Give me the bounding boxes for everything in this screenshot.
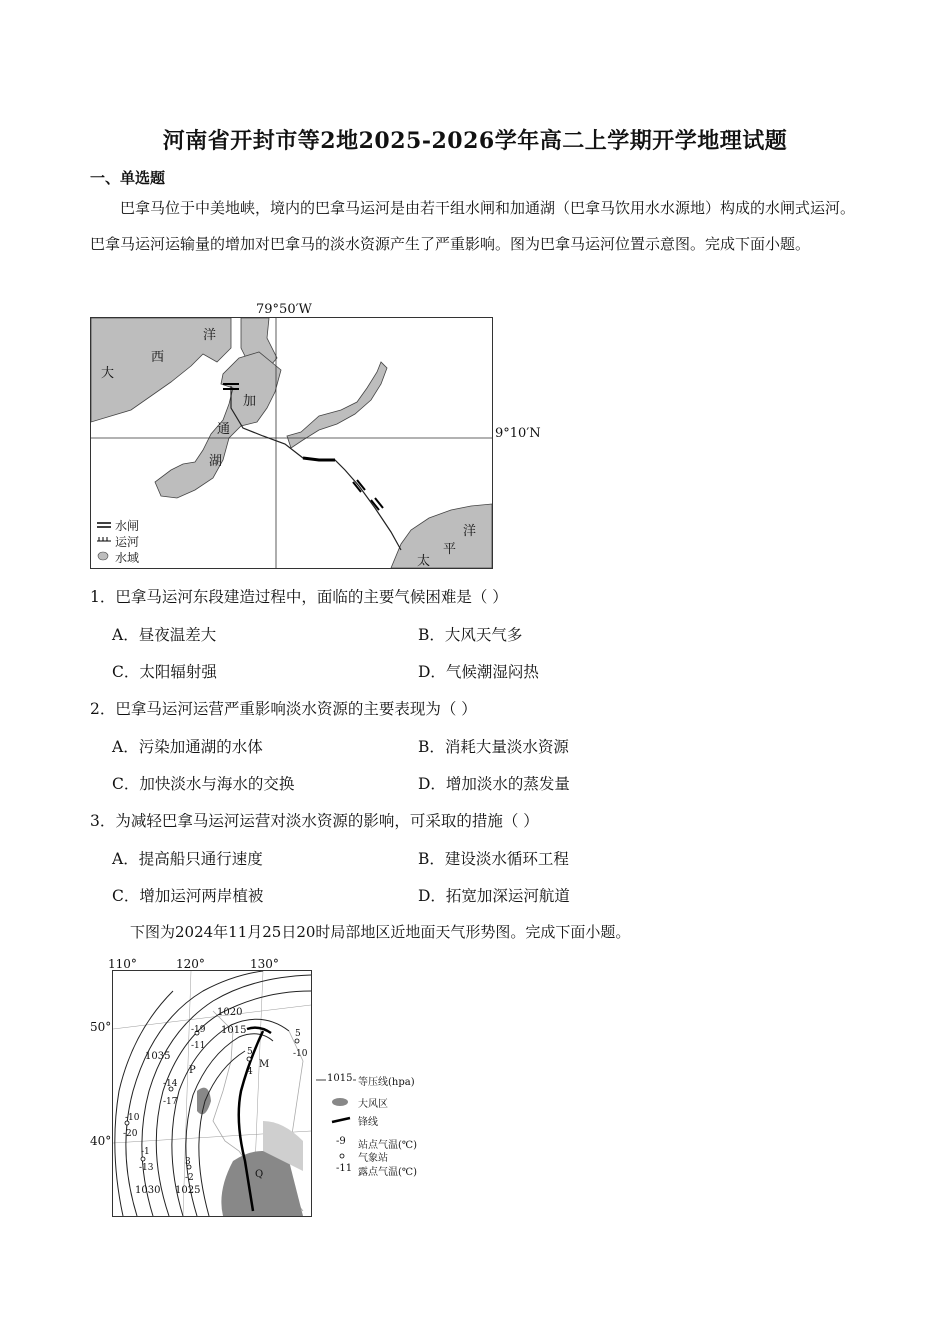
page-title: 河南省开封市等2地2025-2026学年高二上学期开学地理试题 bbox=[162, 128, 788, 154]
legend-front: 锋线 bbox=[358, 1117, 378, 1128]
map1-longitude-label: 79°50′W bbox=[256, 302, 312, 317]
station-value-12: -13 bbox=[139, 1163, 154, 1173]
station-value-14: -2 bbox=[185, 1173, 194, 1183]
label-xi: 西 bbox=[151, 350, 165, 365]
intro-paragraph-1: 巴拿马位于中美地峡，境内的巴拿马运河是由若干组水闸和加通湖（巴拿马饮用水水源地）构成的水闸式运河。巴拿马运河运输量的增加对巴拿马的淡水资源产生了严重影响。图为巴拿马运河位置示意图。完成下面小题。 bbox=[90, 199, 856, 253]
legend-dew-sample: -11 bbox=[336, 1163, 353, 1174]
station-value-10: -20 bbox=[123, 1129, 138, 1139]
label-yang-pacific: 洋 bbox=[463, 524, 477, 539]
lat-40: 40° bbox=[90, 1134, 112, 1148]
isobar-1020: 1020 bbox=[217, 1007, 243, 1018]
chagres-river bbox=[287, 362, 387, 448]
q2-option-d: D．增加淡水的蒸发量 bbox=[418, 775, 570, 793]
q1-option-d: D．气候潮湿闷热 bbox=[418, 663, 539, 681]
question-3-stem: 3．为减轻巴拿马运河运营对淡水资源的影响，可采取的措施（ ） bbox=[90, 812, 539, 830]
q2-option-c: C．加快淡水与海水的交换 bbox=[112, 775, 295, 793]
q3-option-b: B．建设淡水循环工程 bbox=[418, 850, 569, 868]
point-q: Q bbox=[255, 1169, 264, 1180]
q3-option-c: C．增加运河两岸植被 bbox=[112, 887, 264, 905]
legend-canal: 运河 bbox=[115, 535, 140, 549]
station-value-4: 4 bbox=[247, 1067, 253, 1077]
q2-option-b: B．消耗大量淡水资源 bbox=[418, 738, 569, 756]
lon-130: 130° bbox=[250, 957, 279, 971]
question-1-stem: 1．巴拿马运河东段建造过程中，面临的主要气候困难是（ ） bbox=[90, 588, 508, 606]
station-value-5: 5 bbox=[295, 1029, 301, 1039]
legend-isobar-value: 1015 bbox=[327, 1073, 353, 1084]
station-value-8: -17 bbox=[163, 1097, 178, 1107]
isobar-1035: 1035 bbox=[145, 1051, 171, 1062]
label-ping: 平 bbox=[443, 542, 457, 557]
panama-canal-map bbox=[90, 317, 493, 569]
isobar-1030: 1030 bbox=[135, 1185, 161, 1196]
station-value-3: 5 bbox=[247, 1047, 253, 1057]
q1-option-b: B．大风天气多 bbox=[418, 626, 523, 644]
point-m: M bbox=[259, 1059, 270, 1070]
map1-latitude-label: 9°10′N bbox=[495, 426, 541, 441]
label-da: 大 bbox=[101, 366, 115, 381]
station-value-1: -19 bbox=[191, 1025, 206, 1035]
station-value-9: -10 bbox=[125, 1113, 140, 1123]
label-tong: 通 bbox=[217, 422, 231, 437]
legend-isobar: 等压线(hpa) bbox=[358, 1077, 415, 1088]
q1-option-c: C．太阳辐射强 bbox=[112, 663, 217, 681]
station-value-13: 3 bbox=[185, 1157, 191, 1167]
legend-water: 水域 bbox=[115, 551, 140, 565]
lon-110: 110° bbox=[108, 957, 137, 971]
legend-temp: 站点气温(℃) bbox=[358, 1140, 417, 1151]
q1-option-a: A．昼夜温差大 bbox=[112, 626, 217, 644]
q3-option-a: A．提高船只通行速度 bbox=[112, 850, 263, 868]
isobar-1015: 1015 bbox=[221, 1025, 247, 1036]
question-2-stem: 2．巴拿马运河运营严重影响淡水资源的主要表现为（ ） bbox=[90, 700, 477, 718]
lon-120: 120° bbox=[176, 957, 205, 971]
isobar-1025: 1025 bbox=[175, 1185, 201, 1196]
point-p: P bbox=[189, 1065, 196, 1076]
label-hu: 湖 bbox=[209, 454, 223, 469]
legend-temp-sample: -9 bbox=[336, 1136, 346, 1147]
legend-station: 气象站 bbox=[358, 1153, 388, 1164]
station-value-7: -14 bbox=[163, 1079, 178, 1089]
q2-option-a: A．污染加通湖的水体 bbox=[112, 738, 263, 756]
label-jia: 加 bbox=[243, 394, 257, 409]
q3-option-d: D．拓宽加深运河航道 bbox=[418, 887, 570, 905]
station-value-6: -10 bbox=[293, 1049, 308, 1059]
weather-map bbox=[112, 970, 312, 1217]
intro-paragraph-2: 下图为2024年11月25日20时局部地区近地面天气形势图。完成下面小题。 bbox=[130, 923, 631, 941]
station-value-2: -11 bbox=[191, 1041, 206, 1051]
section-heading: 一、单选题 bbox=[90, 169, 166, 187]
legend-wind: 大风区 bbox=[358, 1099, 388, 1110]
station-value-11: -1 bbox=[141, 1147, 150, 1157]
weather-map-legend bbox=[316, 1072, 436, 1182]
lat-50: 50° bbox=[90, 1020, 112, 1034]
pacific-water bbox=[391, 504, 492, 568]
label-tai: 太 bbox=[417, 554, 431, 569]
legend-lock: 水闸 bbox=[115, 519, 140, 533]
label-yang-atlantic: 洋 bbox=[203, 328, 217, 343]
legend-dew: 露点气温(℃) bbox=[358, 1167, 417, 1178]
